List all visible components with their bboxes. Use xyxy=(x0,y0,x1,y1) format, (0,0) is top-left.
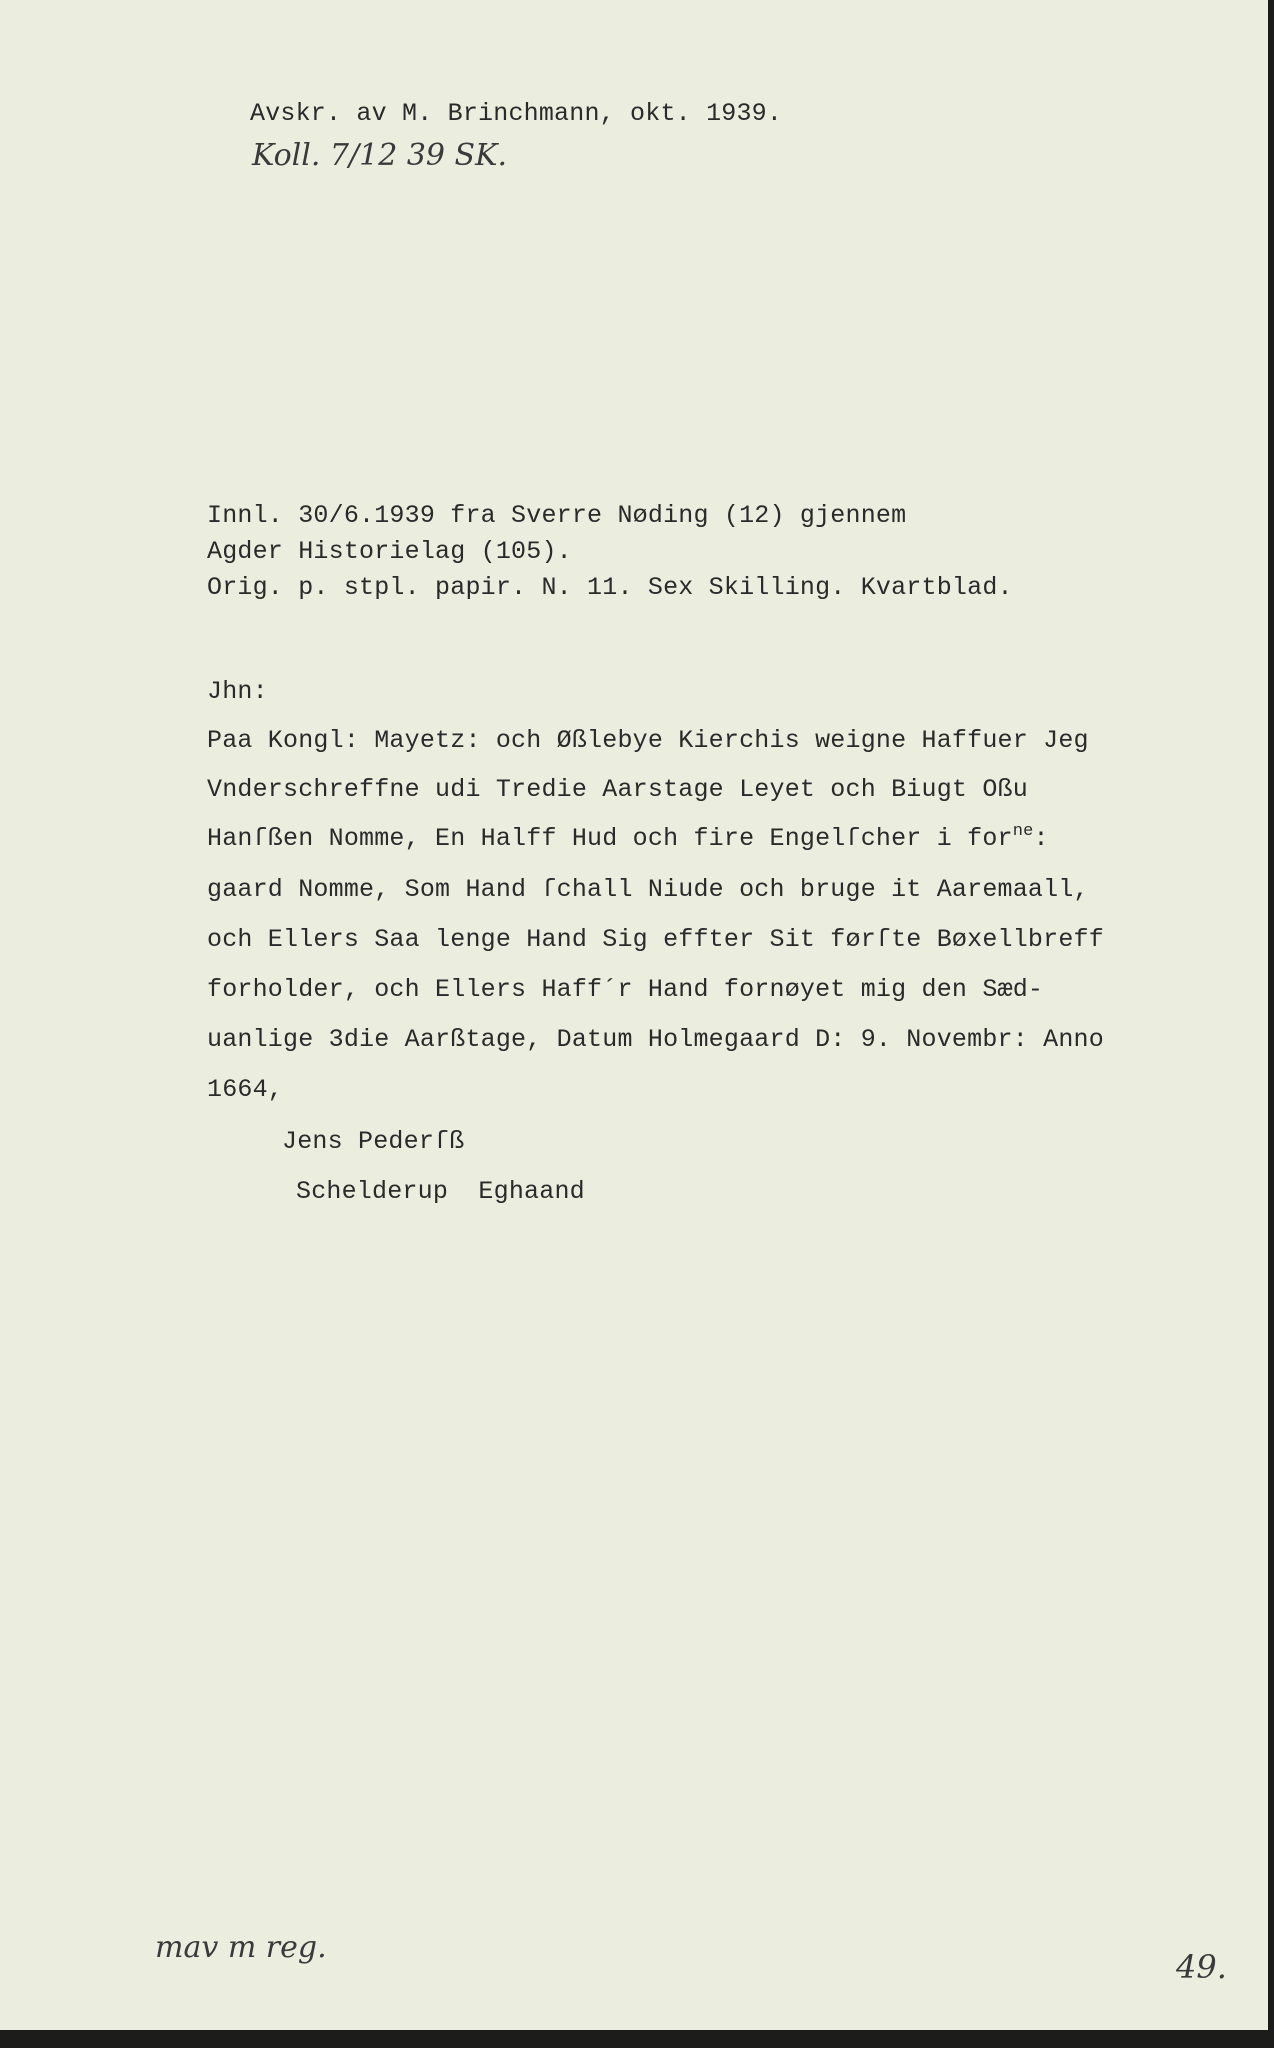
letter-line-2: Vnderschreffne udi Tredie Aarstage Leyet och Biugt Oßu xyxy=(207,775,1028,804)
letter-line-6: forholder, och Ellers Haff´r Hand fornøyet mig den Sæd- xyxy=(207,975,1044,1004)
transcription-note: Avskr. av M. Brinchmann, okt. 1939. xyxy=(250,99,783,128)
handwritten-register-note: mav m reg. xyxy=(155,1930,327,1965)
source-line-1: Innl. 30/6.1939 fra Sverre Nøding (12) gjennem xyxy=(207,501,907,530)
letter-line-1: Paa Kongl: Mayetz: och Øßlebye Kierchis weigne Haffuer Jeg xyxy=(207,726,1089,755)
superscript-abbreviation: ne xyxy=(1012,822,1034,841)
signature-title: Schelderup Eghaand xyxy=(296,1177,585,1206)
handwritten-page-number: 49. xyxy=(1176,1948,1227,1986)
source-line-2: Agder Historielag (105). xyxy=(207,537,572,566)
letter-line-7: uanlige 3die Aarßtage, Datum Holmegaard D: 9. Novembr: Anno xyxy=(207,1025,1104,1054)
source-line-3: Orig. p. stpl. papir. N. 11. Sex Skilling. Kvartblad. xyxy=(207,573,1013,602)
superscript-colon: : xyxy=(1033,824,1049,853)
signature-name: Jens Pederſß xyxy=(282,1127,465,1156)
letter-line-5: och Ellers Saa lenge Hand Sig effter Sit førſte Bøxellbreff xyxy=(207,925,1104,954)
letter-salutation: Jhn: xyxy=(207,677,268,706)
letter-line-4: gaard Nomme, Som Hand ſchall Niude och bruge it Aaremaall, xyxy=(207,875,1089,904)
letter-line-3 xyxy=(207,823,1049,855)
letter-line-8: 1664, xyxy=(207,1075,284,1104)
letter-line-3-text: Hanſßen Nomme, En Halff Hud och fire Engelſcher i for xyxy=(207,824,1013,853)
handwritten-collation-note: Koll. 7/12 39 SK. xyxy=(252,138,508,173)
